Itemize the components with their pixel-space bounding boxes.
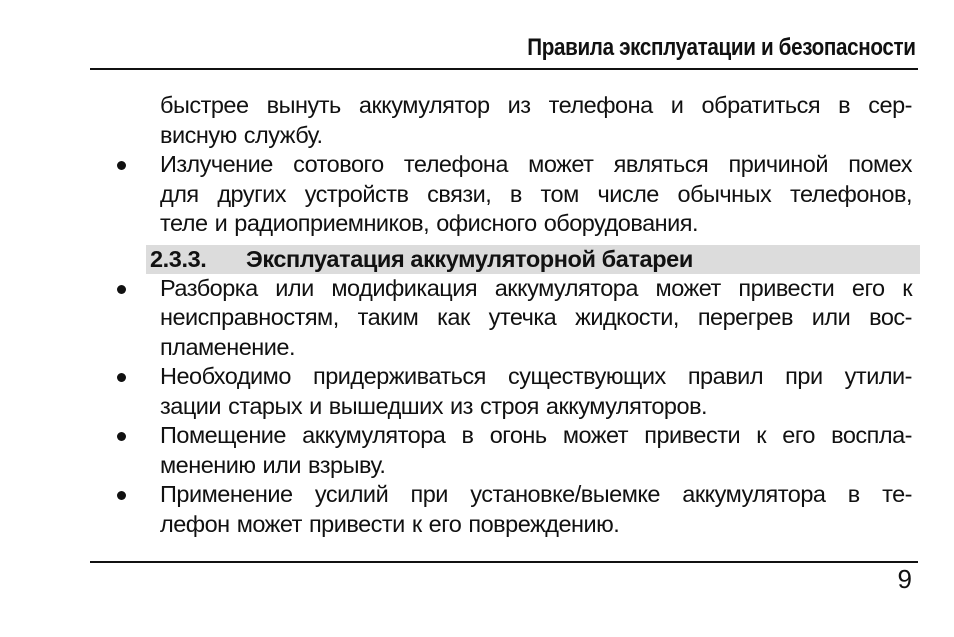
section-number: 2.3.3. bbox=[150, 245, 207, 272]
text-line: Помещение аккумулятора в огонь может привести к его воспла- bbox=[160, 422, 912, 448]
text-line: неисправностям, таким как утечка жидкости, перегрев или вос- bbox=[160, 304, 912, 330]
footer-rule bbox=[90, 561, 918, 563]
text-line: пламенение. bbox=[160, 333, 295, 360]
text-line: быстрее вынуть аккумулятор из телефона и обратиться в сер- bbox=[160, 92, 912, 118]
text-line: Излучение сотового телефона может являться причиной помех bbox=[160, 151, 912, 177]
section-heading bbox=[146, 245, 920, 274]
list-item bbox=[160, 421, 912, 480]
page-number: 9 bbox=[897, 564, 912, 594]
bullet-icon bbox=[117, 432, 126, 441]
list-item bbox=[160, 274, 912, 363]
bullet-icon bbox=[117, 285, 126, 294]
continuation-paragraph bbox=[160, 91, 912, 150]
text-line: Применение усилий при установке/выемке аккумулятора в те- bbox=[160, 481, 912, 507]
page-body bbox=[150, 91, 912, 539]
text-line: лефон может привести к его повреждению. bbox=[160, 510, 620, 537]
running-header: Правила эксплуатации и безопасности bbox=[527, 34, 916, 61]
text-line: Разборка или модификация аккумулятора может привести его к bbox=[160, 274, 912, 301]
header-rule bbox=[90, 68, 918, 70]
bullet-icon bbox=[117, 373, 126, 382]
text-line: для других устройств связи, в том числе обычных телефонов, bbox=[160, 180, 912, 207]
section-title: Эксплуатация аккумуляторной батареи bbox=[246, 245, 693, 272]
bullet-icon bbox=[117, 161, 126, 170]
text-line: теле и радиоприемников, офисного оборудования. bbox=[160, 210, 699, 236]
text-line: висную службу. bbox=[160, 121, 323, 148]
bullet-icon bbox=[117, 491, 126, 500]
text-line: менению или взрыву. bbox=[160, 451, 386, 478]
text-line: Необходимо придерживаться существующих правил при утили- bbox=[160, 363, 912, 389]
list-item bbox=[160, 362, 912, 421]
list-item bbox=[160, 480, 912, 539]
text-line: зации старых и вышедших из строя аккумуляторов. bbox=[160, 392, 708, 419]
list-item bbox=[160, 150, 912, 239]
